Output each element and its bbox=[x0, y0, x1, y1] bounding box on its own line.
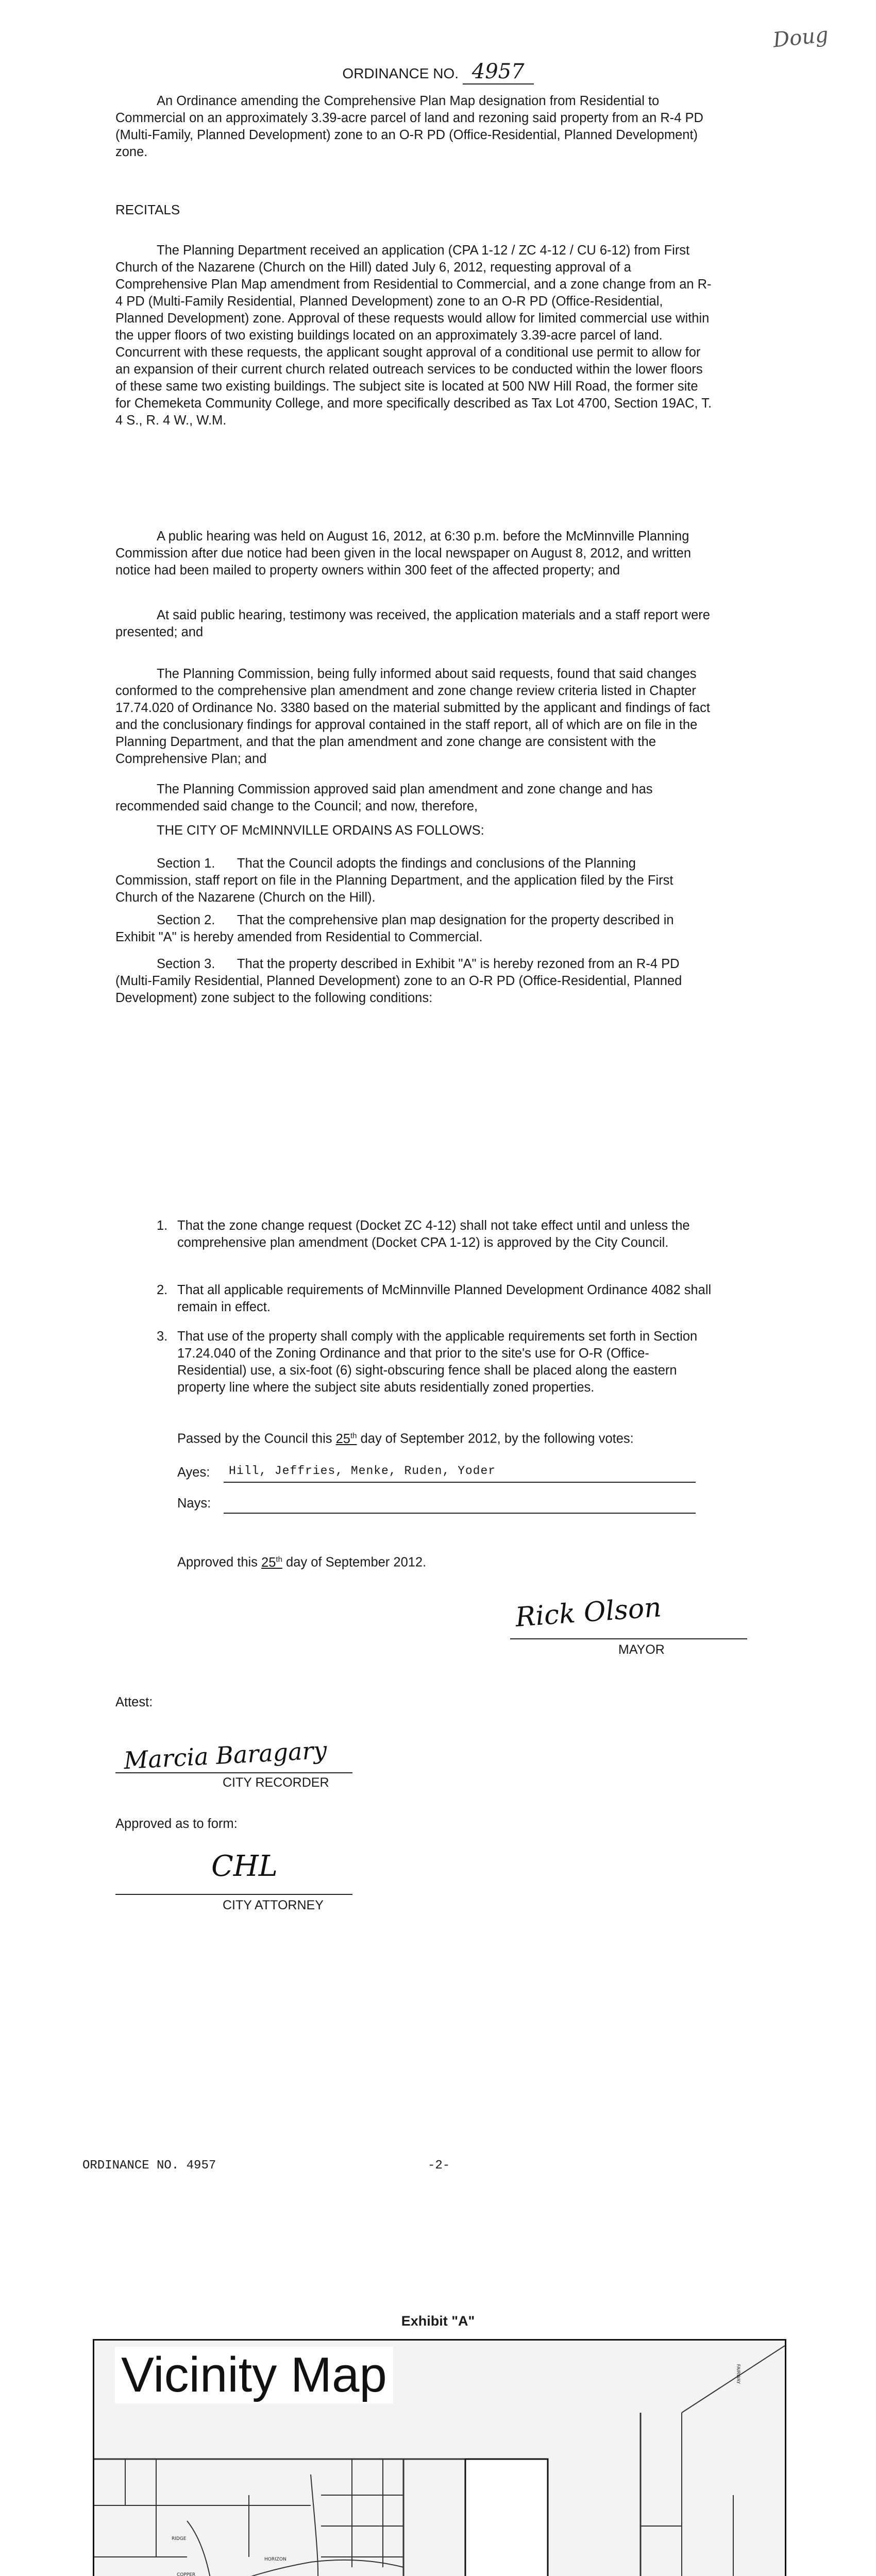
recorder-title: CITY RECORDER bbox=[223, 1775, 329, 1790]
mayor-signature: Rick Olson bbox=[514, 1592, 663, 1633]
passed-after: day of September 2012, by the following votes: bbox=[360, 1431, 634, 1446]
passed-day-suffix: th bbox=[350, 1431, 357, 1440]
section-paragraph: Section 3. That the property described in Exhibit "A" is hereby rezoned from an R-4 PD (Multi-Family Residential, Planned Development) zone to an O-R PD (Office-Residential, Planned Development) zone subject to the following conditions: bbox=[115, 957, 682, 1005]
approved-day bbox=[261, 1555, 282, 1570]
passed-day bbox=[336, 1432, 357, 1446]
ayes-label: Ayes: bbox=[177, 1465, 210, 1480]
nays-label: Nays: bbox=[177, 1496, 211, 1511]
recital-paragraph: At said public hearing, testimony was received, the application materials and a staff report were presented; and bbox=[115, 608, 710, 639]
mayor-title: MAYOR bbox=[618, 1642, 665, 1657]
ordinance-number: 4957 bbox=[463, 60, 534, 84]
mayor-signature-line bbox=[510, 1638, 747, 1639]
attorney-signature: CHL bbox=[211, 1850, 278, 1883]
recital-paragraph: A public hearing was held on August 16, 2012, at 6:30 p.m. before the McMinnville Planning Commission after due notice had been given in the local newspaper on August 8, 2012, and written notice had been mailed to property owners within 300 feet of the affected property; and bbox=[115, 529, 692, 578]
street-label: RIDGE bbox=[172, 2536, 187, 2541]
ayes-line bbox=[224, 1482, 696, 1483]
footer-page-number: -2- bbox=[428, 2159, 450, 2173]
condition-text: That all applicable requirements of McMinnville Planned Development Ordinance 4082 shall remain in effect. bbox=[177, 1283, 712, 1314]
street-label: COPPER bbox=[177, 2572, 196, 2576]
approved-after: day of September 2012. bbox=[286, 1555, 427, 1570]
condition-text: That the zone change request (Docket ZC 4-12) shall not take effect until and unless the comprehensive plan amendment (Docket CPA 1-12) is approved by the City Council. bbox=[177, 1218, 690, 1250]
condition-number: 3. bbox=[157, 1329, 168, 1344]
condition-number: 1. bbox=[157, 1218, 168, 1233]
attest-label: Attest: bbox=[115, 1695, 153, 1709]
approved-form-label: Approved as to form: bbox=[115, 1817, 238, 1831]
passed-before: Passed by the Council this bbox=[177, 1431, 332, 1446]
approved-before: Approved this bbox=[177, 1555, 258, 1570]
street-label: HORIZON bbox=[264, 2557, 287, 2562]
approved-day-number: 25 bbox=[261, 1555, 276, 1570]
ordinance-title bbox=[0, 60, 876, 83]
vicinity-map bbox=[93, 2339, 786, 2576]
condition-text: That use of the property shall comply with the applicable requirements set forth in Section 17.24.040 of the Zoning Ordinance and that prior to the site's use for O-R (Office-Residential) use, a six-foot (6) sight-obscuring fence shall be placed along the eastern property line where the subject site abuts residentially zoned properties. bbox=[177, 1329, 698, 1395]
ordinance-title-prefix: ORDINANCE NO. bbox=[342, 65, 459, 81]
recital-paragraph: The Planning Department received an application (CPA 1-12 / ZC 4-12 / CU 6-12) from First Church of the Nazarene (Church on the Hill) dated July 6, 2012, requesting approval of a Comprehensive Plan Map amendment from Residential to Commercial, and a zone change from an R-4 PD (Multi-Family Residential, Planned Development) zone to an O-R PD (Office-Residential, Planned Development) zone. Approval of these requests would allow for limited commercial use within the upper floors of two existing buildings located on an approximately 3.39-acre parcel of land. Concurrent with these requests, the applicant sought approval of a conditional use permit to allow for an expansion of their current church related outreach services to be conducted within the lower floors of these same two existing buildings. The subject site is located at 500 NW Hill Road, the former site for Chemeketa Community College, and more specifically described as Tax Lot 4700, Section 19AC, T. 4 S., R. 4 W., W.M. bbox=[115, 243, 712, 428]
section-paragraph: Section 2. That the comprehensive plan map designation for the property described in Exhibit "A" is hereby amended from Residential to Commercial. bbox=[115, 913, 674, 944]
passed-line bbox=[177, 1431, 634, 1447]
recorder-signature: Marcia Baragary bbox=[123, 1736, 328, 1775]
ordains-heading: THE CITY OF McMINNVILLE ORDAINS AS FOLLOWS: bbox=[157, 823, 484, 838]
nays-line bbox=[224, 1513, 696, 1514]
recital-paragraph: The Planning Commission, being fully informed about said requests, found that said changes conformed to the comprehensive plan amendment and zone change review criteria listed in Chapter 17.74.020 of Ordinance No. 3380 based on the material submitted by the applicant and findings of fact and the conclusionary findings for approval contained in the staff report, all of which are on file in the Planning Department, and that the plan amendment and zone change are consistent with the Comprehensive Plan; and bbox=[115, 667, 710, 766]
ayes-value: Hill, Jeffries, Menke, Ruden, Yoder bbox=[229, 1464, 496, 1478]
recitals-heading: RECITALS bbox=[115, 202, 180, 217]
attorney-signature-line bbox=[115, 1894, 352, 1895]
street-label: FAIRWAY bbox=[735, 2364, 741, 2384]
section-paragraph: Section 1. That the Council adopts the findings and conclusions of the Planning Commission, staff report on file in the Planning Department, and the application filed by the First Church of the Nazarene (Church on the Hill). bbox=[115, 856, 673, 905]
intro-paragraph: An Ordinance amending the Comprehensive Plan Map designation from Residential to Commercial on an approximately 3.39-acre parcel of land and rezoning said property from an R-4 PD (Multi-Family, Planned Development) zone to an O-R PD (Office-Residential, Planned Development) zone. bbox=[115, 94, 703, 159]
footer-ordinance-number: ORDINANCE NO. 4957 bbox=[82, 2159, 216, 2173]
condition-number: 2. bbox=[157, 1283, 168, 1297]
approved-line bbox=[177, 1555, 426, 1570]
exhibit-title: Exhibit "A" bbox=[401, 2313, 475, 2329]
map-title: Vicinity Map bbox=[115, 2347, 393, 2403]
approved-day-suffix: th bbox=[276, 1555, 282, 1564]
passed-day-number: 25 bbox=[335, 1431, 350, 1446]
recorder-signature-line bbox=[115, 1772, 352, 1773]
attorney-title: CITY ATTORNEY bbox=[223, 1898, 324, 1912]
recital-paragraph: The Planning Commission approved said plan amendment and zone change and has recommended said change to the Council; and now, therefore, bbox=[115, 782, 653, 814]
corner-note: Doug bbox=[771, 23, 830, 53]
